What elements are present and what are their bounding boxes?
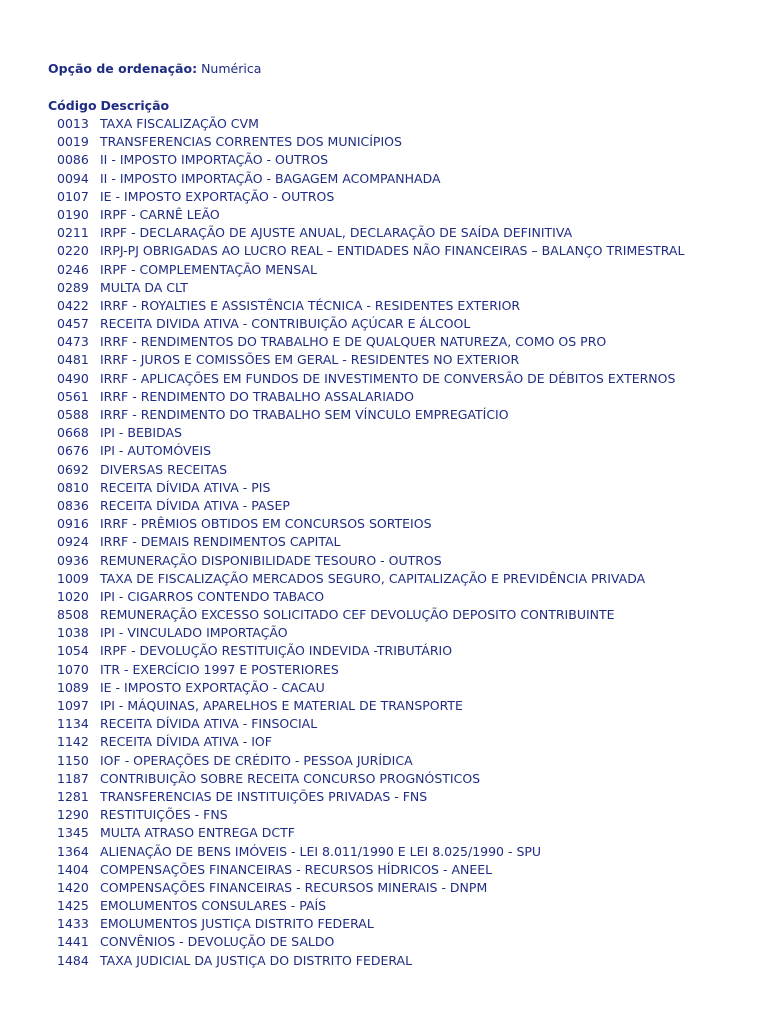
row-description: TAXA DE FISCALIZAÇÃO MERCADOS SEGURO, CAPITALIZAÇÃO E PREVIDÊNCIA PRIVADA	[100, 570, 646, 586]
row-description: IOF - OPERAÇÕES DE CRÉDITO - PESSOA JURÍDICA	[100, 752, 413, 768]
table-row	[0, 733, 768, 751]
table-row	[0, 388, 768, 406]
row-description: EMOLUMENTOS JUSTIÇA DISTRITO FEDERAL	[100, 916, 374, 932]
table-row	[0, 479, 768, 497]
row-code: 0220	[57, 243, 89, 259]
table-row	[0, 952, 768, 970]
table-row	[0, 715, 768, 733]
table-row	[0, 806, 768, 824]
row-description: IPI - VINCULADO IMPORTAÇÃO	[100, 625, 288, 641]
row-description: TAXA FISCALIZAÇÃO CVM	[100, 116, 259, 131]
table-row	[0, 752, 768, 770]
table-row	[0, 770, 768, 788]
row-code: 0936	[57, 552, 89, 568]
table-row	[0, 606, 768, 624]
row-description: IRRF - RENDIMENTO DO TRABALHO ASSALARIADO	[100, 388, 414, 404]
table-row	[0, 533, 768, 551]
row-description: IRRF - PRÊMIOS OBTIDOS EM CONCURSOS SORTEIOS	[100, 516, 432, 532]
table-row	[0, 351, 768, 369]
row-description: IRRF - JUROS E COMISSÕES EM GERAL - RESIDENTES NO EXTERIOR	[100, 352, 520, 368]
row-code: 0561	[57, 388, 89, 404]
row-code: 0019	[57, 134, 89, 150]
table-row	[0, 188, 768, 206]
row-description: II - IMPOSTO IMPORTAÇÃO - OUTROS	[100, 152, 329, 168]
row-description: IPI - BEBIDAS	[100, 425, 182, 441]
row-code: 0692	[57, 461, 89, 477]
table-row	[0, 933, 768, 951]
table-row	[0, 115, 768, 133]
row-code: 0013	[57, 116, 89, 131]
row-code: 0246	[57, 261, 89, 277]
row-description: IRRF - RENDIMENTO DO TRABALHO SEM VÍNCULO EMPREGATÍCIO	[100, 407, 509, 422]
row-description: RECEITA DÍVIDA ATIVA - PIS	[100, 479, 271, 495]
row-description: RECEITA DÍVIDA ATIVA - FINSOCIAL	[100, 716, 318, 732]
row-code: 0107	[57, 188, 89, 204]
row-code: 1142	[57, 734, 89, 750]
row-code: 1134	[57, 716, 89, 732]
row-code: 1054	[57, 643, 89, 659]
header-code: Código	[48, 98, 97, 113]
row-code: 0086	[57, 152, 89, 168]
row-description: DIVERSAS RECEITAS	[100, 461, 228, 477]
row-code: 1345	[57, 825, 89, 841]
row-code: 0289	[57, 279, 89, 295]
row-description: ITR - EXERCÍCIO 1997 E POSTERIORES	[100, 661, 339, 677]
row-code: 0916	[57, 516, 89, 532]
row-code: 1150	[57, 752, 89, 768]
row-code: 0211	[57, 225, 89, 241]
row-description: TRANSFERENCIAS CORRENTES DOS MUNICÍPIOS	[100, 134, 402, 150]
table-row	[0, 406, 768, 424]
row-description: COMPENSAÇÕES FINANCEIRAS - RECURSOS MINERAIS - DNPM	[100, 879, 488, 895]
row-description: EMOLUMENTOS CONSULARES - PAÍS	[100, 898, 327, 914]
table-row	[0, 824, 768, 842]
row-description: MULTA DA CLT	[100, 279, 188, 295]
row-description: II - IMPOSTO IMPORTAÇÃO - BAGAGEM ACOMPANHADA	[100, 170, 441, 186]
row-description: REMUNERAÇÃO EXCESSO SOLICITADO CEF DEVOLUÇÃO DEPOSITO CONTRIBUINTE	[100, 607, 615, 623]
row-code: 1089	[57, 679, 89, 695]
row-code: 0094	[57, 170, 89, 186]
row-description: IRPJ-PJ OBRIGADAS AO LUCRO REAL – ENTIDADES NÃO FINANCEIRAS – BALANÇO TRIMESTRAL	[100, 243, 685, 259]
table-row	[0, 370, 768, 388]
table-row	[0, 897, 768, 915]
row-description: RESTITUIÇÕES - FNS	[100, 807, 228, 823]
row-description: IRRF - RENDIMENTOS DO TRABALHO E DE QUALQUER NATUREZA, COMO OS PRO	[100, 334, 607, 350]
table-row	[0, 297, 768, 315]
row-description: TAXA JUDICIAL DA JUSTIÇA DO DISTRITO FEDERAL	[100, 952, 413, 968]
row-description: COMPENSAÇÕES FINANCEIRAS - RECURSOS HÍDRICOS - ANEEL	[100, 861, 493, 877]
row-description: IRRF - DEMAIS RENDIMENTOS CAPITAL	[100, 534, 341, 550]
row-code: 0668	[57, 425, 89, 441]
row-code: 1433	[57, 916, 89, 932]
row-code: 0490	[57, 370, 89, 386]
row-code: 0473	[57, 334, 89, 350]
row-code: 0422	[57, 297, 89, 313]
row-code: 0676	[57, 443, 89, 459]
row-code: 0588	[57, 407, 89, 422]
table-row	[0, 915, 768, 933]
row-code: 0810	[57, 479, 89, 495]
table-row	[0, 642, 768, 660]
table-row	[0, 424, 768, 442]
row-code: 8508	[57, 607, 89, 623]
row-description: IRPF - CARNÊ LEÃO	[100, 206, 220, 222]
table-row	[0, 151, 768, 169]
row-code: 1364	[57, 843, 89, 859]
row-code: 1038	[57, 625, 89, 641]
table-row	[0, 879, 768, 897]
table-row	[0, 333, 768, 351]
row-code: 1290	[57, 807, 89, 823]
row-description: RECEITA DIVIDA ATIVA - CONTRIBUIÇÃO AÇÚCAR E ÁLCOOL	[100, 316, 471, 332]
sort-option-value: Numérica	[201, 61, 262, 76]
table-row	[0, 788, 768, 806]
table-row	[0, 515, 768, 533]
row-code: 1425	[57, 898, 89, 914]
row-code: 1420	[57, 879, 89, 895]
row-description: RECEITA DÍVIDA ATIVA - IOF	[100, 734, 272, 750]
row-description: IRPF - COMPLEMENTAÇÃO MENSAL	[100, 261, 317, 277]
code-list	[0, 115, 768, 970]
row-code: 0836	[57, 497, 89, 513]
row-code: 1441	[57, 934, 89, 950]
table-row	[0, 206, 768, 224]
row-description: IE - IMPOSTO EXPORTAÇÃO - CACAU	[100, 679, 325, 695]
row-code: 1484	[57, 952, 89, 968]
table-row	[0, 497, 768, 515]
table-row	[0, 661, 768, 679]
row-code: 0924	[57, 534, 89, 550]
row-code: 1009	[57, 570, 89, 586]
row-code: 0457	[57, 316, 89, 332]
row-description: IRPF - DECLARAÇÃO DE AJUSTE ANUAL, DECLARAÇÃO DE SAÍDA DEFINITIVA	[100, 225, 573, 241]
row-description: ALIENAÇÃO DE BENS IMÓVEIS - LEI 8.011/1990 E LEI 8.025/1990 - SPU	[100, 843, 542, 859]
table-row	[0, 588, 768, 606]
row-code: 1070	[57, 661, 89, 677]
sort-option-label: Opção de ordenação:	[48, 61, 198, 76]
table-row	[0, 552, 768, 570]
table-row	[0, 261, 768, 279]
row-description: CONTRIBUIÇÃO SOBRE RECEITA CONCURSO PROGNÓSTICOS	[100, 770, 481, 786]
row-description: IPI - MÁQUINAS, APARELHOS E MATERIAL DE TRANSPORTE	[100, 698, 463, 713]
table-row	[0, 279, 768, 297]
row-description: CONVÊNIOS - DEVOLUÇÃO DE SALDO	[100, 934, 335, 950]
row-code: 1020	[57, 588, 89, 604]
row-description: IPI - CIGARROS CONTENDO TABACO	[100, 588, 325, 604]
table-row	[0, 170, 768, 188]
row-code: 1187	[57, 770, 89, 786]
row-description: RECEITA DÍVIDA ATIVA - PASEP	[100, 497, 290, 513]
row-code: 1404	[57, 861, 89, 877]
table-row	[0, 570, 768, 588]
row-code: 1097	[57, 698, 89, 713]
table-row	[0, 315, 768, 333]
row-description: MULTA ATRASO ENTREGA DCTF	[100, 825, 295, 841]
table-row	[0, 624, 768, 642]
table-row	[0, 843, 768, 861]
table-row	[0, 224, 768, 242]
row-description: IRPF - DEVOLUÇÃO RESTITUIÇÃO INDEVIDA -TRIBUTÁRIO	[100, 643, 453, 659]
row-description: IE - IMPOSTO EXPORTAÇÃO - OUTROS	[100, 188, 335, 204]
row-description: REMUNERAÇÃO DISPONIBILIDADE TESOURO - OUTROS	[100, 552, 442, 568]
row-description: IPI - AUTOMÓVEIS	[100, 443, 212, 459]
table-row	[0, 697, 768, 715]
sort-option-line	[48, 60, 261, 78]
table-row	[0, 861, 768, 879]
table-row	[0, 242, 768, 260]
table-row	[0, 133, 768, 151]
row-code: 1281	[57, 788, 89, 804]
row-code: 0190	[57, 206, 89, 222]
table-header	[48, 97, 169, 115]
row-description: IRRF - APLICAÇÕES EM FUNDOS DE INVESTIMENTO DE CONVERSÃO DE DÉBITOS EXTERNOS	[100, 370, 676, 386]
row-code: 0481	[57, 352, 89, 368]
row-description: TRANSFERENCIAS DE INSTITUIÇÕES PRIVADAS - FNS	[100, 788, 428, 804]
table-row	[0, 679, 768, 697]
header-description: Descrição	[100, 98, 170, 113]
table-row	[0, 442, 768, 460]
row-description: IRRF - ROYALTIES E ASSISTÊNCIA TÉCNICA - RESIDENTES EXTERIOR	[100, 297, 521, 313]
table-row	[0, 461, 768, 479]
